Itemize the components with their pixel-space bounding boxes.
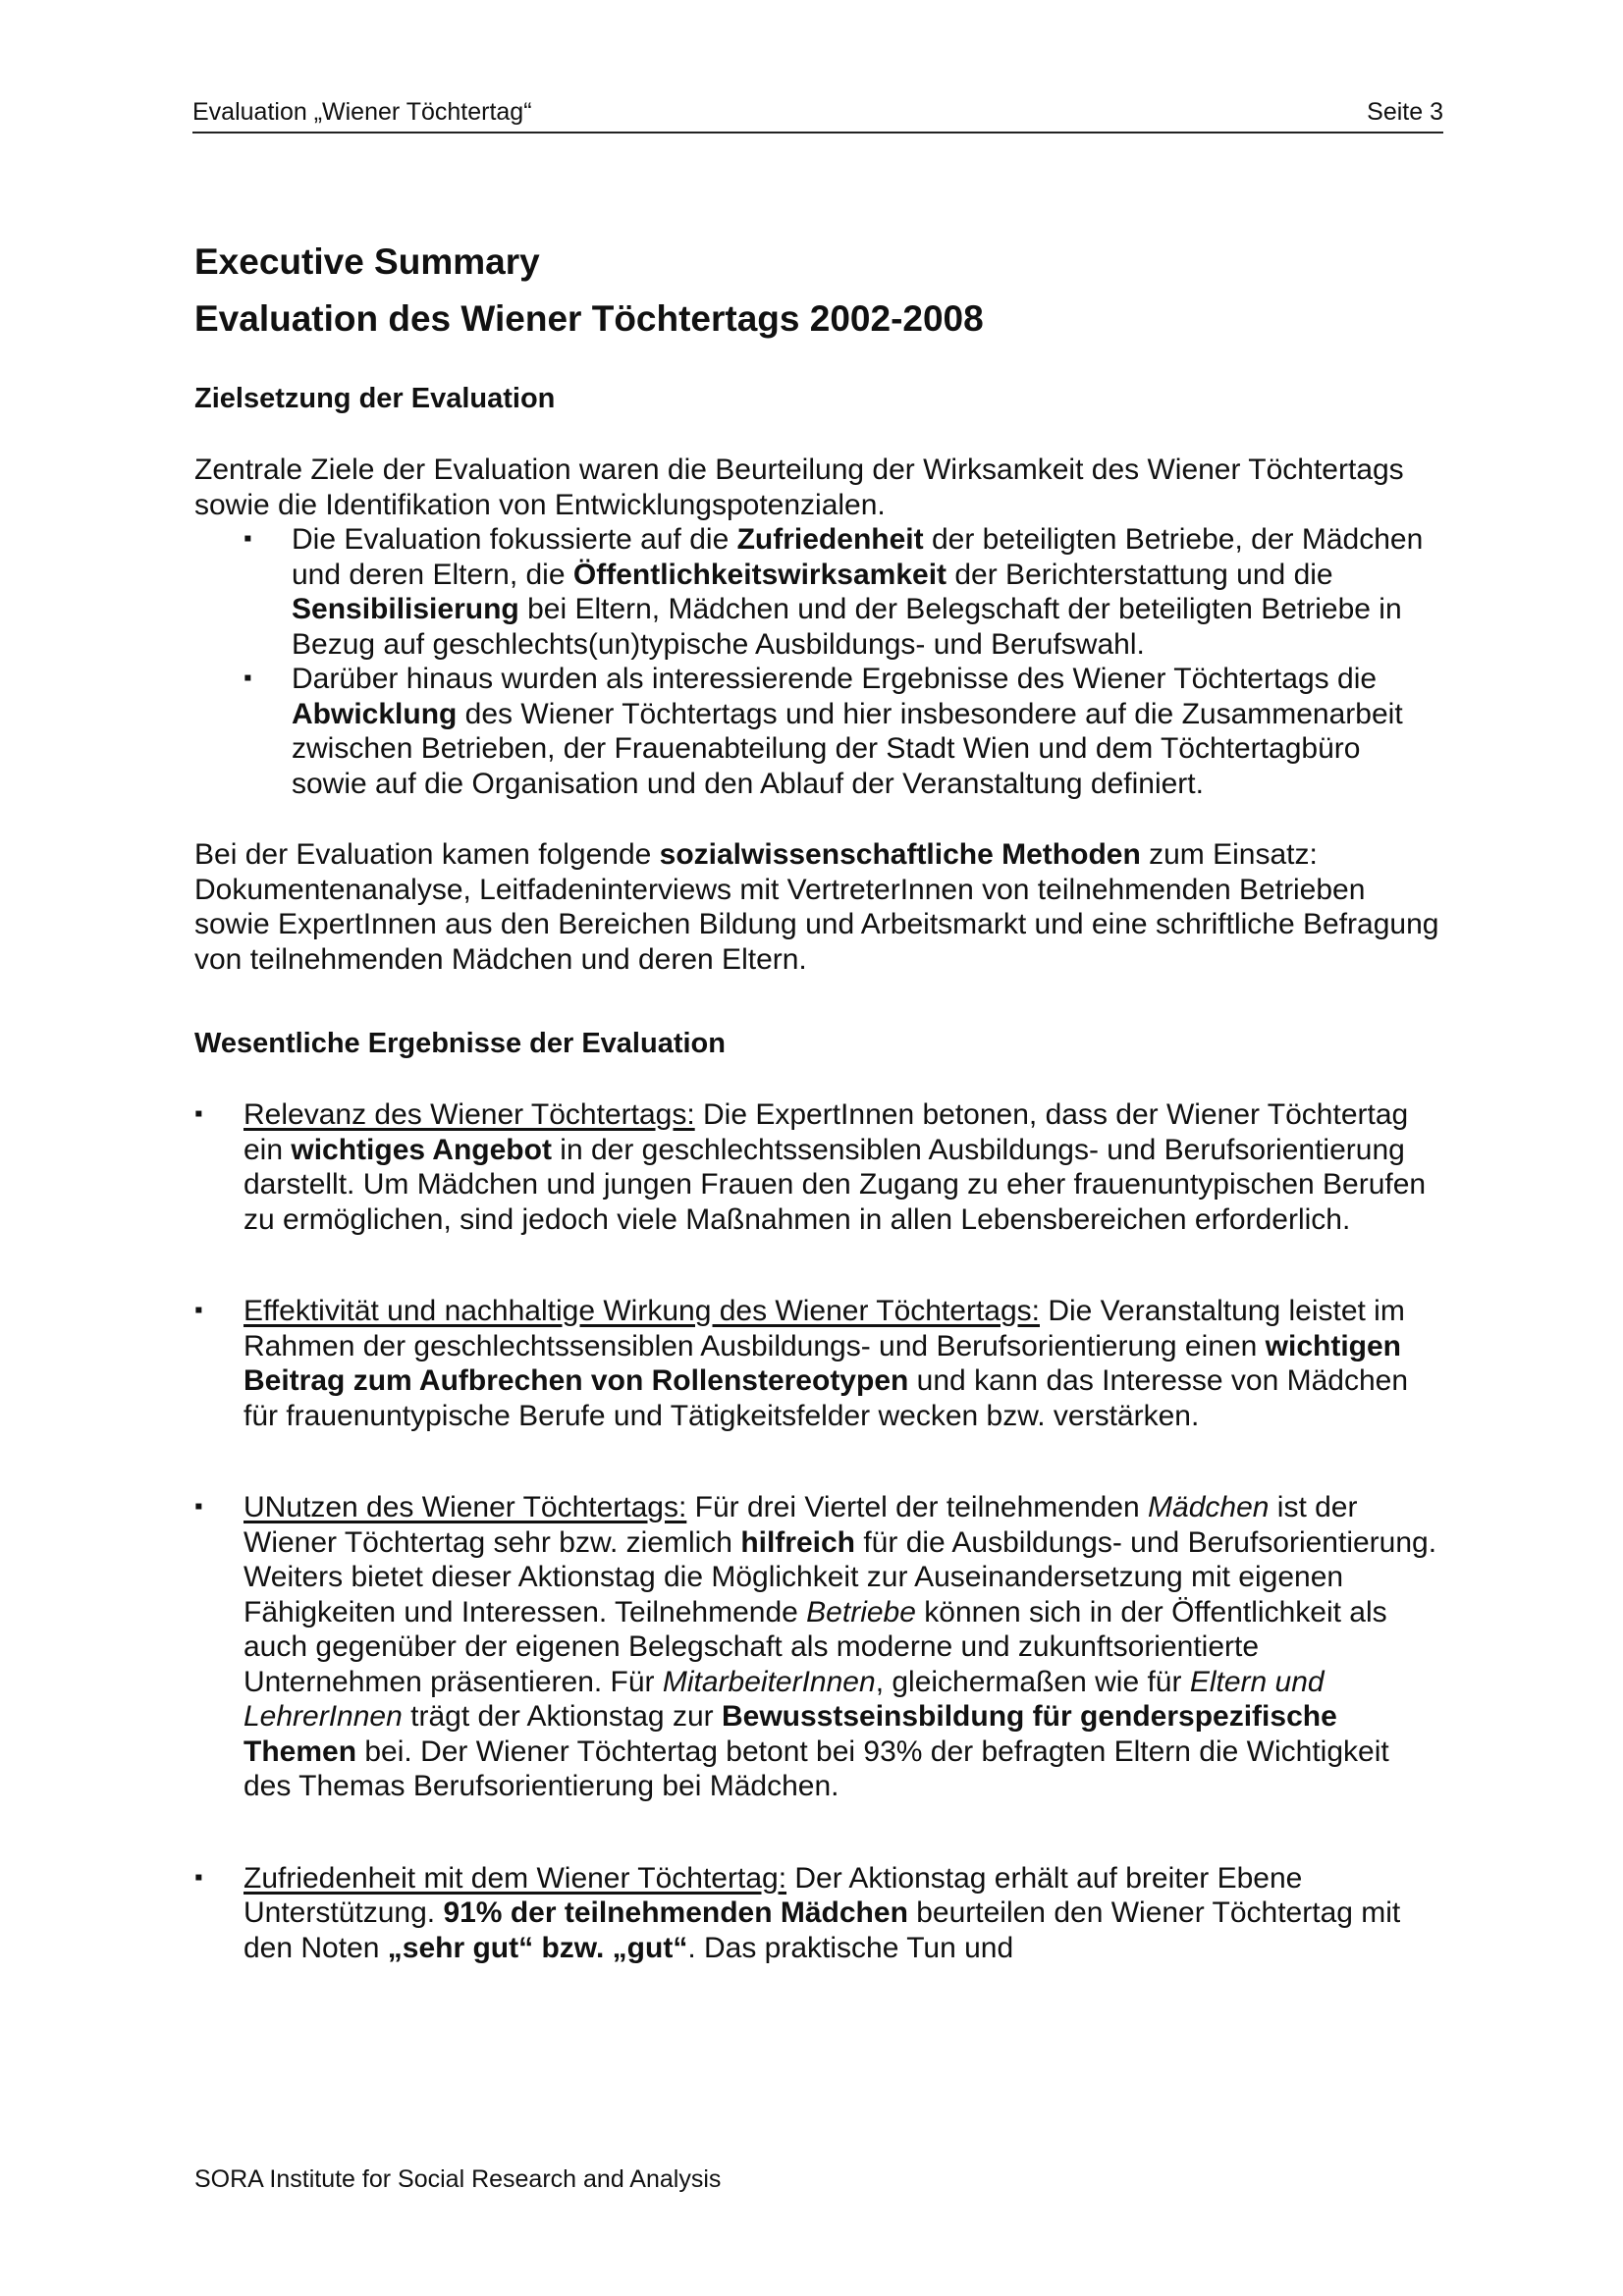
page-header xyxy=(192,98,1443,133)
goals-list xyxy=(243,522,1441,801)
results-list xyxy=(194,1097,1441,1965)
title-executive-summary: Executive Summary xyxy=(194,241,540,282)
intro-paragraph: Zentrale Ziele der Evaluation waren die Beurteilung der Wirksamkeit des Wiener Töchtertags sowie die Identifikation von Entwicklungspotenzialen. xyxy=(194,454,1404,521)
list-item: ▪ Darüber hinaus wurden als interessierende Ergebnisse des Wiener Töchtertags die Abwicklung des Wiener Töchtertags und hier insbesondere auf die Zusammenarbeit zwischen Betrieben, der Frauenabteilung der Stadt Wien und dem Töchtertagbüro sowie auf die Organisation und den Ablauf der Veranstaltung definiert. xyxy=(243,662,1441,801)
page-footer: SORA Institute for Social Research and Analysis xyxy=(194,2165,722,2193)
list-item: ▪ UNutzen des Wiener Töchtertags: Für drei Viertel der teilnehmenden Mädchen ist der Wiener Töchtertag sehr bzw. ziemlich hilfreich für die Ausbildungs- und Berufsorientierung. Weiters bietet dieser Aktionstag die Möglichkeit zur Auseinandersetzung mit eigenen Fähigkeiten und Interessen. Teilnehmende Betriebe können sich in der Öffentlichkeit als auch gegenüber der eigenen Belegschaft als moderne und zukunftsorientierte Unternehmen präsentieren. Für MitarbeiterInnen, gleichermaßen wie für Eltern und LehrerInnen trägt der Aktionstag zur Bewusstseinsbildung für genderspezifische Themen bei. Der Wiener Töchtertag betont bei 93% der befragten Eltern die Wichtigkeit des Themas Berufsorientierung bei Mädchen. xyxy=(194,1490,1441,1804)
title-evaluation: Evaluation des Wiener Töchtertags 2002-2008 xyxy=(194,298,984,339)
section-heading-ergebnisse: Wesentliche Ergebnisse der Evaluation xyxy=(194,1028,726,1059)
main-content xyxy=(194,234,1441,1965)
header-title: Evaluation „Wiener Töchtertag“ xyxy=(192,98,532,126)
methods-paragraph: Bei der Evaluation kamen folgende sozialwissenschaftliche Methoden zum Einsatz: Dokumentenanalyse, Leitfadeninterviews mit VertreterInnen von teilnehmenden Betrieben sowie ExpertInnen aus den Bereichen Bildung und Arbeitsmarkt und eine schriftliche Befragung von teilnehmenden Mädchen und deren Eltern. xyxy=(194,838,1439,976)
page-number: Seite 3 xyxy=(1367,98,1443,126)
list-item: ▪ Relevanz des Wiener Töchtertags: Die ExpertInnen betonen, dass der Wiener Töchtertag ein wichtiges Angebot in der geschlechtssensiblen Ausbildungs- und Berufsorientierung darstellt. Um Mädchen und jungen Frauen den Zugang zu eher frauenuntypischen Berufen zu ermöglichen, sind jedoch viele Maßnahmen in allen Lebensbereichen erforderlich. xyxy=(194,1097,1441,1237)
section-heading-zielsetzung: Zielsetzung der Evaluation xyxy=(194,383,556,414)
list-item: ▪ Die Evaluation fokussierte auf die Zufriedenheit der beteiligten Betriebe, der Mädchen und deren Eltern, die Öffentlichkeitswirksamkeit der Berichterstattung und die Sensibilisierung bei Eltern, Mädchen und der Belegschaft der beteiligten Betriebe in Bezug auf geschlechts(un)typische Ausbildungs- und Berufswahl. xyxy=(243,522,1441,662)
list-item: ▪ Zufriedenheit mit dem Wiener Töchtertag: Der Aktionstag erhält auf breiter Ebene Unterstützung. 91% der teilnehmenden Mädchen beurteilen den Wiener Töchtertag mit den Noten „sehr gut“ bzw. „gut“. Das praktische Tun und xyxy=(194,1861,1441,1966)
list-item: ▪ Effektivität und nachhaltige Wirkung des Wiener Töchtertags: Die Veranstaltung leistet im Rahmen der geschlechtssensiblen Ausbildungs- und Berufsorientierung einen wichtigen Beitrag zum Aufbrechen von Rollenstereotypen und kann das Interesse von Mädchen für frauenuntypische Berufe und Tätigkeitsfelder wecken bzw. verstärken. xyxy=(194,1294,1441,1433)
